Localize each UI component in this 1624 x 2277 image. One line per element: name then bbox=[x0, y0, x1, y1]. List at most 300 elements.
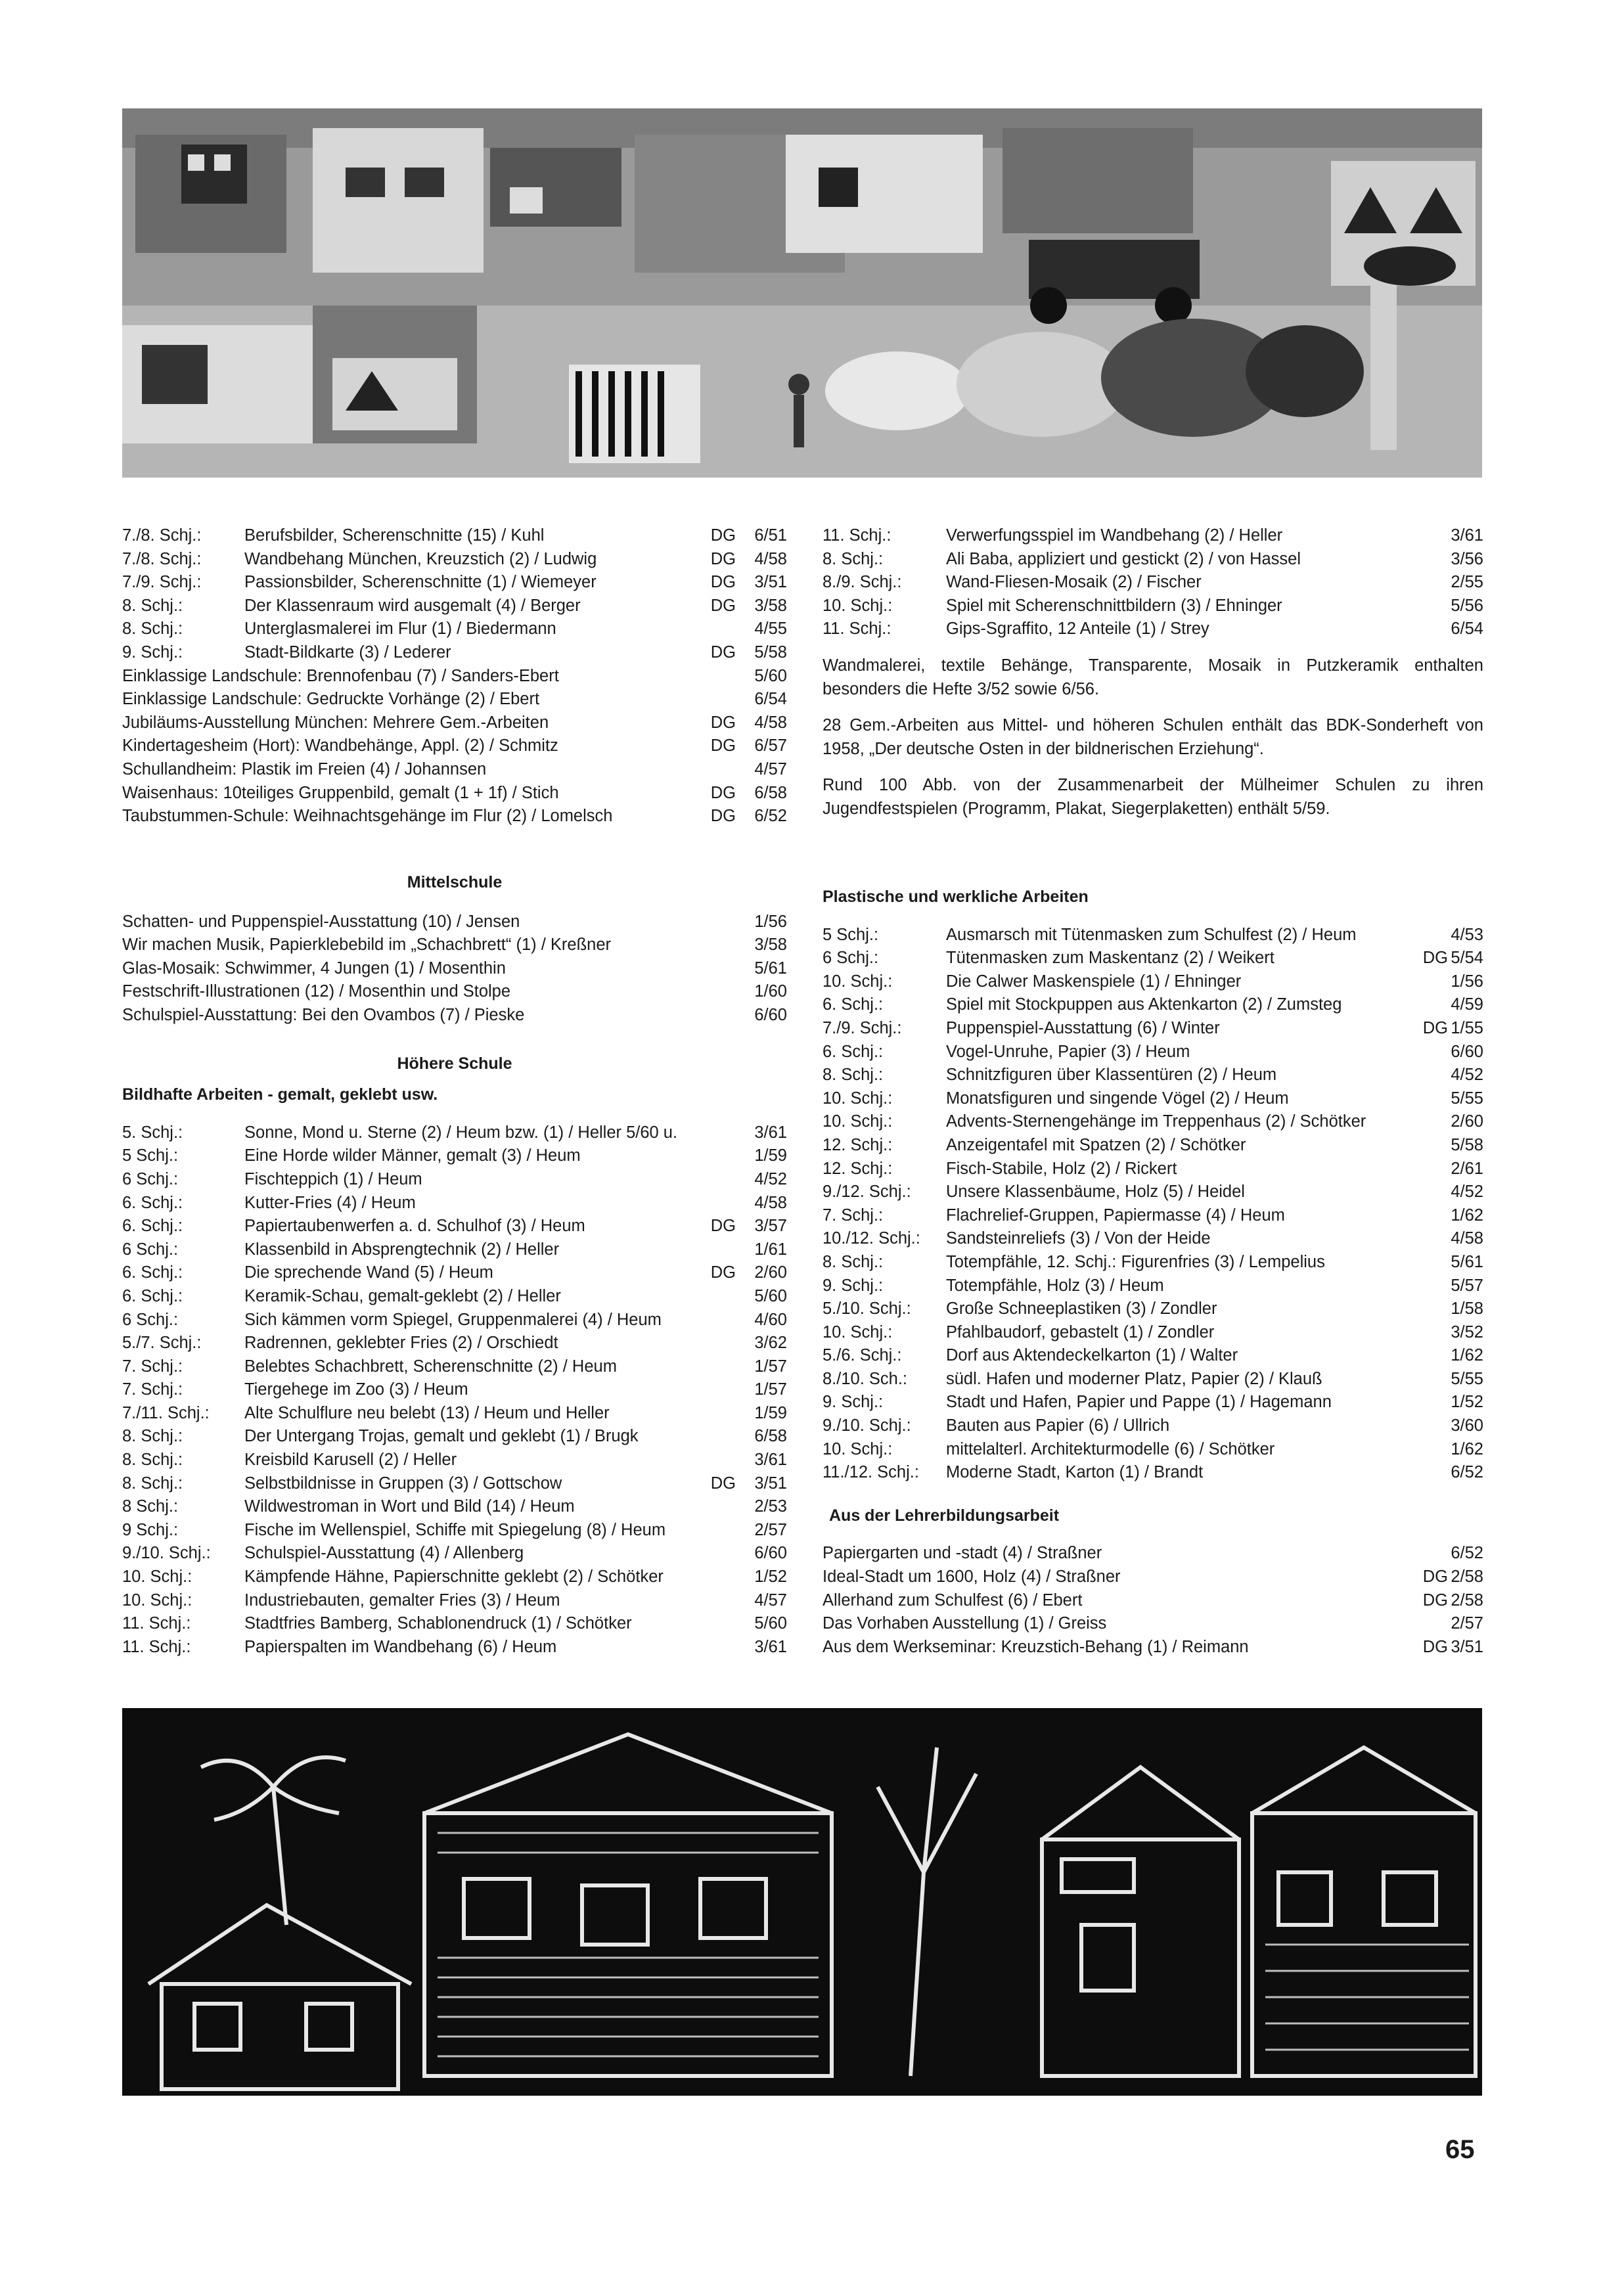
grade-label: 7. Schj.: bbox=[122, 1357, 183, 1376]
issue-ref: 3/58 bbox=[754, 936, 787, 955]
issue-ref: 1/62 bbox=[1451, 1439, 1483, 1458]
issue-ref: 1/58 bbox=[1451, 1299, 1483, 1319]
issue-ref: 2/55 bbox=[1451, 573, 1483, 592]
grade-label: 5. Schj.: bbox=[122, 1123, 183, 1142]
list-item bbox=[823, 1297, 1483, 1321]
grade-label: 7. Schj.: bbox=[823, 1206, 884, 1225]
list-item bbox=[122, 1238, 787, 1262]
entry-text: Unsere Klassenbäume, Holz (5) / Heidel bbox=[946, 1183, 1245, 1202]
list-item bbox=[122, 1121, 787, 1145]
entry-text: Puppenspiel-Ausstattung (6) / Winter bbox=[946, 1018, 1220, 1037]
entry-text: Spiel mit Scherenschnittbildern (3) / Ehninger bbox=[946, 596, 1282, 615]
section-heading-mittelschule: Mittelschule bbox=[407, 873, 503, 891]
entry-text: Festschrift-Illustrationen (12) / Mosenthin und Stolpe bbox=[122, 982, 511, 1001]
dg-marker: DG bbox=[710, 1474, 736, 1493]
list-item bbox=[823, 1368, 1483, 1391]
grade-label: 9. Schj.: bbox=[823, 1276, 884, 1295]
issue-ref: 5/60 bbox=[754, 1614, 787, 1633]
list-item bbox=[122, 571, 787, 595]
entry-text: Die sprechende Wand (5) / Heum bbox=[244, 1263, 493, 1282]
entry-text: Verwerfungsspiel im Wandbehang (2) / Heller bbox=[946, 526, 1283, 545]
issue-ref: 1/59 bbox=[754, 1146, 787, 1165]
note-paragraph: Rund 100 Abb. von der Zusammenarbeit der Mülheimer Schulen zu ihren Jugendfestspielen (Programm, Plakat, Siegerplaketten) enthält 5/59. bbox=[823, 776, 1483, 818]
entry-text: Wand-Fliesen-Mosaik (2) / Fischer bbox=[946, 573, 1202, 592]
grade-label: 10./12. Schj.: bbox=[823, 1229, 920, 1248]
issue-ref: 4/57 bbox=[754, 759, 787, 778]
dg-marker: DG bbox=[710, 1217, 736, 1236]
issue-ref: 2/60 bbox=[754, 1263, 787, 1282]
grade-label: 7./8. Schj.: bbox=[122, 549, 202, 568]
grade-label: 10. Schj.: bbox=[122, 1567, 192, 1587]
grade-label: 7./9. Schj.: bbox=[122, 573, 202, 592]
dg-marker: DG bbox=[1422, 1567, 1448, 1587]
dg-marker: DG bbox=[1422, 1018, 1448, 1037]
list-item bbox=[122, 1332, 787, 1355]
entry-text: Stadtfries Bamberg, Schablonendruck (1) / Schötker bbox=[244, 1614, 632, 1633]
list-item bbox=[122, 618, 787, 641]
dg-marker: DG bbox=[1422, 949, 1448, 968]
list-item bbox=[122, 1309, 787, 1332]
entry-text: Allerhand zum Schulfest (6) / Ebert bbox=[823, 1590, 1083, 1610]
entry-text: Der Untergang Trojas, gemalt und geklebt (1) / Brugk bbox=[244, 1427, 639, 1446]
entry-text: Fische im Wellenspiel, Schiffe mit Spiegelung (8) / Heum bbox=[244, 1520, 666, 1539]
entry-text: Keramik-Schau, gemalt-geklebt (2) / Heller bbox=[244, 1286, 561, 1305]
entry-text: Selbstbildnisse in Gruppen (3) / Gottschow bbox=[244, 1474, 562, 1493]
issue-ref: 5/55 bbox=[1451, 1089, 1483, 1108]
list-item bbox=[122, 1612, 787, 1636]
dg-marker: DG bbox=[710, 526, 736, 545]
issue-ref: 6/58 bbox=[754, 1427, 787, 1446]
entry-text: Schulspiel-Ausstattung (4) / Allenberg bbox=[244, 1544, 524, 1563]
list-item bbox=[823, 1566, 1483, 1589]
grade-label: 10. Schj.: bbox=[122, 1590, 192, 1610]
list-item bbox=[122, 1402, 787, 1426]
list-item bbox=[823, 1274, 1483, 1298]
issue-ref: 4/55 bbox=[754, 620, 787, 639]
list-item bbox=[122, 934, 787, 957]
section-heading-plastische: Plastische und werkliche Arbeiten bbox=[823, 888, 1089, 906]
list-item bbox=[823, 947, 1483, 970]
grade-label: 11./12. Schj.: bbox=[823, 1463, 919, 1482]
list-item bbox=[122, 1636, 787, 1659]
issue-ref: 4/57 bbox=[754, 1590, 787, 1610]
entry-text: Kämpfende Hähne, Papierschnitte geklebt (2) / Schötker bbox=[244, 1567, 664, 1587]
issue-ref: 5/61 bbox=[754, 958, 787, 978]
grade-label: 6. Schj.: bbox=[122, 1193, 183, 1212]
note-paragraph: 28 Gem.-Arbeiten aus Mittel- und höheren Schulen enthält das BDK-Sonderheft von 1958, „Der deutsche Osten in der bildnerischen Erziehung“. bbox=[823, 716, 1483, 758]
list-item bbox=[122, 805, 787, 828]
issue-ref: 3/56 bbox=[1451, 549, 1483, 568]
grade-label: 8 Schj.: bbox=[122, 1497, 179, 1516]
list-item bbox=[823, 1461, 1483, 1485]
grade-label: 9. Schj.: bbox=[122, 643, 183, 662]
list-item bbox=[122, 980, 787, 1004]
grade-label: 8./9. Schj.: bbox=[823, 573, 902, 592]
list-item bbox=[823, 1041, 1483, 1064]
list-item bbox=[823, 1251, 1483, 1274]
issue-ref: 6/52 bbox=[1451, 1463, 1483, 1482]
entry-text: Tütenmasken zum Maskentanz (2) / Weikert bbox=[946, 949, 1274, 968]
dg-marker: DG bbox=[710, 736, 736, 755]
grade-label: 8. Schj.: bbox=[122, 596, 183, 615]
grade-label: 10. Schj.: bbox=[823, 972, 893, 991]
grade-label: 9./10. Schj.: bbox=[823, 1416, 911, 1435]
entry-text: Große Schneeplastiken (3) / Zondler bbox=[946, 1299, 1217, 1319]
list-item bbox=[122, 1355, 787, 1379]
list-item bbox=[122, 1472, 787, 1496]
issue-ref: 5/60 bbox=[754, 1286, 787, 1305]
list-item bbox=[823, 548, 1483, 572]
grade-label: 5 Schj.: bbox=[823, 925, 879, 944]
issue-ref: 2/57 bbox=[1451, 1614, 1483, 1633]
issue-ref: 1/60 bbox=[754, 982, 787, 1001]
grade-label: 9./12. Schj.: bbox=[823, 1183, 911, 1202]
entry-text: Eine Horde wilder Männer, gemalt (3) / Heum bbox=[244, 1146, 581, 1165]
list-item bbox=[823, 1158, 1483, 1181]
left-lower-column bbox=[122, 871, 787, 1659]
list-item bbox=[122, 1285, 787, 1309]
list-item bbox=[122, 1004, 787, 1027]
dg-marker: DG bbox=[710, 643, 736, 662]
entry-text: Sonne, Mond u. Sterne (2) / Heum bzw. (1) / Heller 5/60 u. bbox=[244, 1123, 678, 1142]
issue-ref: 3/52 bbox=[1451, 1322, 1483, 1341]
issue-ref: 5/58 bbox=[1451, 1135, 1483, 1154]
grade-label: 5 Schj.: bbox=[122, 1146, 179, 1165]
list-item bbox=[122, 711, 787, 735]
grade-label: 11. Schj.: bbox=[823, 526, 891, 545]
list-item bbox=[823, 1636, 1483, 1659]
entry-text: Pfahlbaudorf, gebastelt (1) / Zondler bbox=[946, 1322, 1215, 1341]
grade-label: 7./9. Schj.: bbox=[823, 1018, 902, 1037]
entry-text: Taubstummen-Schule: Weihnachtsgehänge im Flur (2) / Lomelsch bbox=[122, 807, 613, 826]
dg-marker: DG bbox=[710, 596, 736, 615]
grade-label: 6. Schj.: bbox=[122, 1217, 183, 1236]
entry-text: Spiel mit Stockpuppen aus Aktenkarton (2) / Zumsteg bbox=[946, 995, 1342, 1014]
grade-label: 8. Schj.: bbox=[122, 620, 183, 639]
entry-text: Monatsfiguren und singende Vögel (2) / Heum bbox=[946, 1089, 1289, 1108]
entry-text: Fischteppich (1) / Heum bbox=[244, 1169, 422, 1188]
list-item bbox=[122, 1168, 787, 1192]
entry-text: Papiertaubenwerfen a. d. Schulhof (3) / Heum bbox=[244, 1217, 585, 1236]
list-item bbox=[823, 970, 1483, 994]
list-item bbox=[823, 1414, 1483, 1438]
grade-label: 12. Schj.: bbox=[823, 1135, 893, 1154]
dg-marker: DG bbox=[710, 549, 736, 568]
entry-text: Wandbehang München, Kreuzstich (2) / Ludwig bbox=[244, 549, 597, 568]
entry-text: Kreisbild Karusell (2) / Heller bbox=[244, 1451, 457, 1470]
entry-text: Berufsbilder, Scherenschnitte (15) / Kuhl bbox=[244, 526, 545, 545]
issue-ref: 3/61 bbox=[754, 1451, 787, 1470]
issue-ref: 5/57 bbox=[1451, 1276, 1483, 1295]
right-top-list bbox=[823, 524, 1483, 821]
list-item bbox=[823, 1204, 1483, 1228]
grade-label: 8. Schj.: bbox=[823, 1066, 884, 1085]
issue-ref: 3/61 bbox=[754, 1123, 787, 1142]
grade-label: 11. Schj.: bbox=[122, 1614, 191, 1633]
issue-ref: 4/58 bbox=[754, 549, 787, 568]
issue-ref: 1/56 bbox=[754, 912, 787, 931]
grade-label: 5./10. Schj.: bbox=[823, 1299, 911, 1319]
page-number: 65 bbox=[1445, 2135, 1475, 2164]
issue-ref: 4/58 bbox=[1451, 1229, 1483, 1248]
issue-ref: 4/60 bbox=[754, 1310, 787, 1329]
list-item bbox=[823, 924, 1483, 947]
entry-text: Radrennen, geklebter Fries (2) / Orschiedt bbox=[244, 1334, 558, 1353]
section-heading-hoehere-schule: Höhere Schule bbox=[397, 1054, 512, 1073]
issue-ref: 6/52 bbox=[754, 807, 787, 826]
issue-ref: 6/60 bbox=[754, 1544, 787, 1563]
grade-label: 5./6. Schj.: bbox=[823, 1346, 902, 1365]
grade-label: 11. Schj.: bbox=[122, 1637, 191, 1656]
issue-ref: 4/58 bbox=[754, 1193, 787, 1212]
issue-ref: 2/58 bbox=[1451, 1567, 1483, 1587]
issue-ref: 1/52 bbox=[754, 1567, 787, 1587]
issue-ref: 6/51 bbox=[754, 526, 787, 545]
entry-text: Der Klassenraum wird ausgemalt (4) / Berger bbox=[244, 596, 581, 615]
issue-ref: 6/57 bbox=[754, 736, 787, 755]
list-item bbox=[122, 665, 787, 688]
dg-marker: DG bbox=[710, 1263, 736, 1282]
grade-label: 6 Schj.: bbox=[823, 949, 879, 968]
list-item bbox=[823, 1110, 1483, 1134]
entry-text: Bauten aus Papier (6) / Ullrich bbox=[946, 1416, 1170, 1435]
list-item bbox=[122, 1589, 787, 1613]
list-item bbox=[122, 911, 787, 934]
entry-text: Schatten- und Puppenspiel-Ausstattung (10) / Jensen bbox=[122, 912, 520, 931]
list-item bbox=[122, 1378, 787, 1402]
list-item bbox=[122, 1425, 787, 1449]
grade-label: 6 Schj.: bbox=[122, 1310, 179, 1329]
entry-text: Wildwestroman in Wort und Bild (14) / Heum bbox=[244, 1497, 575, 1516]
dg-marker: DG bbox=[1422, 1590, 1448, 1610]
issue-ref: 6/60 bbox=[754, 1005, 787, 1024]
grade-label: 8. Schj.: bbox=[823, 549, 884, 568]
issue-ref: 4/53 bbox=[1451, 925, 1483, 944]
grade-label: 6. Schj.: bbox=[823, 1042, 884, 1061]
list-item bbox=[122, 957, 787, 981]
grade-label: 9 Schj.: bbox=[122, 1520, 179, 1539]
grade-label: 6 Schj.: bbox=[122, 1240, 179, 1259]
list-item bbox=[823, 1087, 1483, 1111]
grade-label: 8. Schj.: bbox=[122, 1451, 183, 1470]
entry-text: Schnitzfiguren über Klassentüren (2) / Heum bbox=[946, 1066, 1277, 1085]
entry-text: Jubiläums-Ausstellung München: Mehrere Gem.-Arbeiten bbox=[122, 713, 549, 732]
grade-label: 9./10. Schj.: bbox=[122, 1544, 211, 1563]
list-item bbox=[823, 1134, 1483, 1158]
issue-ref: 4/59 bbox=[1451, 995, 1483, 1014]
issue-ref: 1/61 bbox=[754, 1240, 787, 1259]
entry-text: Stadt-Bildkarte (3) / Lederer bbox=[244, 643, 451, 662]
issue-ref: 2/53 bbox=[754, 1497, 787, 1516]
list-item bbox=[122, 1519, 787, 1543]
issue-ref: 4/58 bbox=[754, 713, 787, 732]
issue-ref: 6/60 bbox=[1451, 1042, 1483, 1061]
entry-text: Kindertagesheim (Hort): Wandbehänge, Appl. (2) / Schmitz bbox=[122, 736, 558, 755]
list-item bbox=[823, 595, 1483, 618]
grade-label: 6. Schj.: bbox=[122, 1286, 183, 1305]
entry-text: Sich kämmen vorm Spiegel, Gruppenmalerei (4) / Heum bbox=[244, 1310, 662, 1329]
entry-text: Schulspiel-Ausstattung: Bei den Ovambos (7) / Pieske bbox=[122, 1005, 525, 1024]
grade-label: 9. Schj.: bbox=[823, 1393, 884, 1412]
grade-label: 8. Schj.: bbox=[122, 1474, 183, 1493]
list-item bbox=[122, 1495, 787, 1519]
issue-ref: 1/62 bbox=[1451, 1346, 1483, 1365]
issue-ref: 3/57 bbox=[754, 1217, 787, 1236]
issue-ref: 1/55 bbox=[1451, 1018, 1483, 1037]
entry-text: Totempfähle, Holz (3) / Heum bbox=[946, 1276, 1164, 1295]
entry-text: Schullandheim: Plastik im Freien (4) / Johannsen bbox=[122, 759, 487, 778]
entry-text: Gips-Sgraffito, 12 Anteile (1) / Strey bbox=[946, 620, 1209, 639]
entry-text: Passionsbilder, Scherenschnitte (1) / Wiemeyer bbox=[244, 573, 597, 592]
list-item bbox=[823, 1321, 1483, 1345]
entry-text: Moderne Stadt, Karton (1) / Brandt bbox=[946, 1463, 1204, 1482]
grade-label: 6. Schj.: bbox=[122, 1263, 183, 1282]
issue-ref: 6/52 bbox=[1451, 1544, 1483, 1563]
list-item bbox=[823, 1612, 1483, 1636]
entry-text: Kutter-Fries (4) / Heum bbox=[244, 1193, 416, 1212]
entry-text: Die Calwer Maskenspiele (1) / Ehninger bbox=[946, 972, 1242, 991]
grade-label: 7. Schj.: bbox=[122, 1380, 183, 1399]
entry-text: Advents-Sternengehänge im Treppenhaus (2) / Schötker bbox=[946, 1112, 1366, 1131]
list-item bbox=[823, 993, 1483, 1017]
issue-ref: 1/52 bbox=[1451, 1393, 1483, 1412]
note-paragraph: Wandmalerei, textile Behänge, Transparente, Mosaik in Putzkeramik enthalten besonders die Hefte 3/52 sowie 6/56. bbox=[823, 656, 1483, 698]
entry-text: Wir machen Musik, Papierklebebild im „Schachbrett“ (1) / Kreßner bbox=[122, 936, 611, 955]
list-item bbox=[122, 1566, 787, 1589]
list-item bbox=[122, 524, 787, 548]
grade-label: 10. Schj.: bbox=[823, 1089, 893, 1108]
entry-text: Belebtes Schachbrett, Scherenschnitte (2) / Heum bbox=[244, 1357, 617, 1376]
grade-label: 12. Schj.: bbox=[823, 1159, 893, 1178]
entry-text: Dorf aus Aktendeckelkarton (1) / Walter bbox=[946, 1346, 1238, 1365]
issue-ref: 1/59 bbox=[754, 1403, 787, 1422]
issue-ref: 4/52 bbox=[754, 1169, 787, 1188]
entry-text: Glas-Mosaik: Schwimmer, 4 Jungen (1) / Mosenthin bbox=[122, 958, 506, 978]
issue-ref: 2/60 bbox=[1451, 1112, 1483, 1131]
list-item bbox=[823, 1438, 1483, 1462]
issue-ref: 1/57 bbox=[754, 1357, 787, 1376]
list-item bbox=[122, 758, 787, 782]
issue-ref: 5/54 bbox=[1451, 949, 1483, 968]
entry-text: Anzeigentafel mit Spatzen (2) / Schötker bbox=[946, 1135, 1246, 1154]
right-lower-column bbox=[823, 886, 1483, 1659]
entry-text: Das Vorhaben Ausstellung (1) / Greiss bbox=[823, 1614, 1107, 1633]
issue-ref: 6/54 bbox=[754, 690, 787, 709]
entry-text: Klassenbild in Absprengtechnik (2) / Heller bbox=[244, 1240, 560, 1259]
entry-text: Totempfähle, 12. Schj.: Figurenfries (3) / Lempelius bbox=[946, 1252, 1325, 1271]
grade-label: 10. Schj.: bbox=[823, 596, 893, 615]
list-item bbox=[823, 1542, 1483, 1566]
dg-marker: DG bbox=[710, 807, 736, 826]
dg-marker: DG bbox=[710, 713, 736, 732]
issue-ref: 3/62 bbox=[754, 1334, 787, 1353]
mural-illustration bbox=[122, 108, 1482, 478]
issue-ref: 1/56 bbox=[1451, 972, 1483, 991]
issue-ref: 3/60 bbox=[1451, 1416, 1483, 1435]
list-item bbox=[823, 1589, 1483, 1613]
entry-text: Sandsteinreliefs (3) / Von der Heide bbox=[946, 1229, 1211, 1248]
issue-ref: 1/62 bbox=[1451, 1206, 1483, 1225]
entry-text: Flachrelief-Gruppen, Papiermasse (4) / Heum bbox=[946, 1206, 1285, 1225]
entry-text: Fisch-Stabile, Holz (2) / Rickert bbox=[946, 1159, 1177, 1178]
photo-woodcut-town bbox=[122, 1708, 1482, 2096]
dg-marker: DG bbox=[710, 783, 736, 802]
entry-text: Unterglasmalerei im Flur (1) / Biedermann bbox=[244, 620, 556, 639]
issue-ref: 5/60 bbox=[754, 666, 787, 685]
list-item bbox=[823, 1017, 1483, 1041]
list-item bbox=[823, 571, 1483, 595]
issue-ref: 5/61 bbox=[1451, 1252, 1483, 1271]
grade-label: 10. Schj.: bbox=[823, 1322, 893, 1341]
issue-ref: 4/52 bbox=[1451, 1183, 1483, 1202]
issue-ref: 6/58 bbox=[754, 783, 787, 802]
list-item bbox=[122, 1449, 787, 1472]
grade-label: 11. Schj.: bbox=[823, 620, 891, 639]
photo-children-mural bbox=[122, 108, 1482, 478]
grade-label: 8./10. Sch.: bbox=[823, 1369, 907, 1388]
issue-ref: 2/61 bbox=[1451, 1159, 1483, 1178]
issue-ref: 2/58 bbox=[1451, 1590, 1483, 1610]
grade-label: 7./11. Schj.: bbox=[122, 1403, 210, 1422]
entry-text: Industriebauten, gemalter Fries (3) / Heum bbox=[244, 1590, 560, 1610]
grade-label: 6. Schj.: bbox=[823, 995, 884, 1014]
list-item bbox=[122, 1192, 787, 1215]
entry-text: Ali Baba, appliziert und gestickt (2) / von Hassel bbox=[946, 549, 1301, 568]
grade-label: 5./7. Schj.: bbox=[122, 1334, 202, 1353]
issue-ref: 5/58 bbox=[754, 643, 787, 662]
list-item bbox=[823, 1181, 1483, 1204]
issue-ref: 1/57 bbox=[754, 1380, 787, 1399]
issue-ref: 3/58 bbox=[754, 596, 787, 615]
entry-text: Einklassige Landschule: Brennofenbau (7) / Sanders-Ebert bbox=[122, 666, 559, 685]
entry-text: Waisenhaus: 10teiliges Gruppenbild, gemalt (1 + 1f) / Stich bbox=[122, 783, 559, 802]
grade-label: 8. Schj.: bbox=[122, 1427, 183, 1446]
list-item bbox=[122, 734, 787, 758]
entry-text: Einklassige Landschule: Gedruckte Vorhänge (2) / Ebert bbox=[122, 690, 540, 709]
entry-text: Alte Schulflure neu belebt (13) / Heum und Heller bbox=[244, 1403, 610, 1422]
woodcut-illustration bbox=[122, 1708, 1482, 2096]
entry-text: südl. Hafen und moderner Platz, Papier (2) / Klauß bbox=[946, 1369, 1322, 1388]
grade-label: 10. Schj.: bbox=[823, 1439, 893, 1458]
issue-ref: 3/61 bbox=[754, 1637, 787, 1656]
list-item bbox=[823, 1064, 1483, 1087]
entry-text: Papierspalten im Wandbehang (6) / Heum bbox=[244, 1637, 557, 1656]
grade-label: 6 Schj.: bbox=[122, 1169, 179, 1188]
subsection-heading-bildhafte: Bildhafte Arbeiten - gemalt, geklebt usw. bbox=[122, 1085, 438, 1104]
entry-text: Ausmarsch mit Tütenmasken zum Schulfest (2) / Heum bbox=[946, 925, 1357, 944]
list-item bbox=[823, 1391, 1483, 1414]
list-item bbox=[122, 688, 787, 711]
list-item bbox=[122, 595, 787, 618]
entry-text: mittelalterl. Architekturmodelle (6) / Schötker bbox=[946, 1439, 1275, 1458]
entry-text: Stadt und Hafen, Papier und Pappe (1) / Hagemann bbox=[946, 1393, 1332, 1412]
issue-ref: 5/56 bbox=[1451, 596, 1483, 615]
issue-ref: 4/52 bbox=[1451, 1066, 1483, 1085]
list-item bbox=[122, 1261, 787, 1285]
dg-marker: DG bbox=[1422, 1637, 1448, 1656]
list-item bbox=[823, 618, 1483, 641]
issue-ref: 2/57 bbox=[754, 1520, 787, 1539]
issue-ref: 3/51 bbox=[1451, 1637, 1483, 1656]
entry-text: Ideal-Stadt um 1600, Holz (4) / Straßner bbox=[823, 1567, 1121, 1587]
grade-label: 8. Schj.: bbox=[823, 1252, 884, 1271]
entry-text: Papiergarten und -stadt (4) / Straßner bbox=[823, 1544, 1102, 1563]
entry-text: Tiergehege im Zoo (3) / Heum bbox=[244, 1380, 468, 1399]
issue-ref: 3/61 bbox=[1451, 526, 1483, 545]
list-item bbox=[122, 1542, 787, 1566]
entry-text: Vogel-Unruhe, Papier (3) / Heum bbox=[946, 1042, 1190, 1061]
list-item bbox=[823, 524, 1483, 548]
